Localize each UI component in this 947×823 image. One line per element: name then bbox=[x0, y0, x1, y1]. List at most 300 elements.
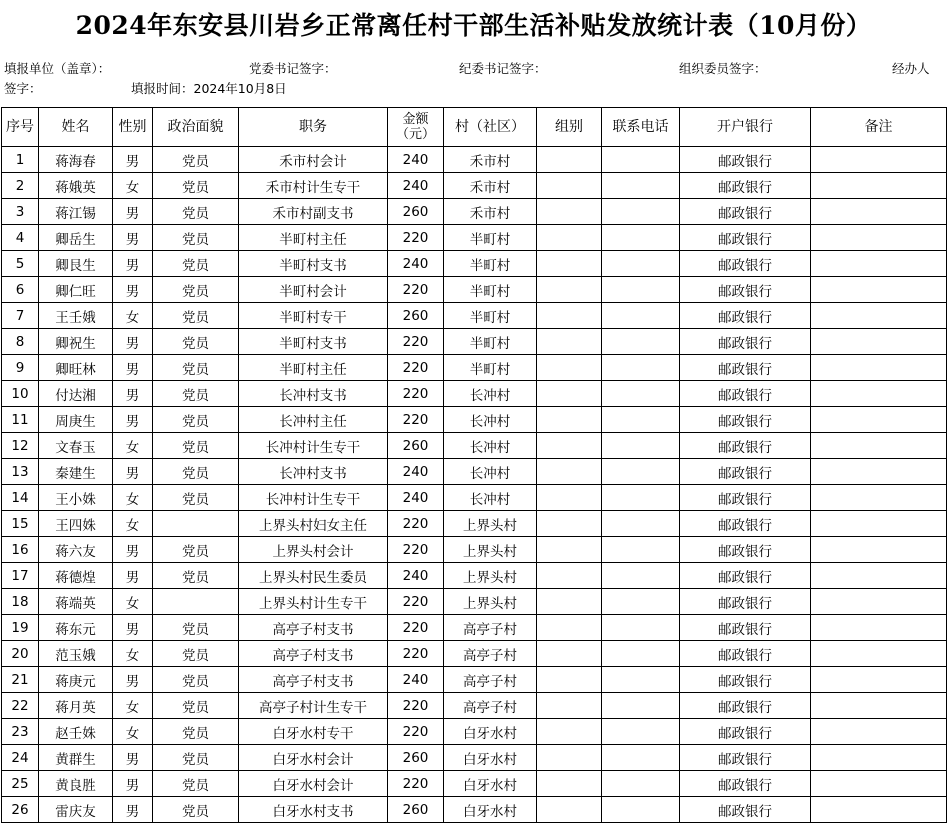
table-row bbox=[2, 537, 947, 563]
table-row bbox=[2, 615, 947, 641]
cell-phone bbox=[602, 329, 680, 355]
cell-political-status: 党员 bbox=[153, 719, 239, 745]
cell-bank: 邮政银行 bbox=[680, 667, 811, 693]
cell-position: 高亭子村支书 bbox=[239, 615, 388, 641]
cell-gender: 男 bbox=[113, 355, 153, 381]
cell-position: 上界头村会计 bbox=[239, 537, 388, 563]
party-secretary-label: 党委书记签字： bbox=[249, 61, 337, 76]
cell-position: 上界头村民生委员 bbox=[239, 563, 388, 589]
cell-remark bbox=[811, 173, 947, 199]
cell-position: 高亭子村支书 bbox=[239, 667, 388, 693]
cell-phone bbox=[602, 381, 680, 407]
cell-amount: 240 bbox=[388, 563, 444, 589]
table-row bbox=[2, 381, 947, 407]
cell-bank: 邮政银行 bbox=[680, 329, 811, 355]
cell-bank: 邮政银行 bbox=[680, 381, 811, 407]
cell-political-status: 党员 bbox=[153, 667, 239, 693]
cell-name: 文春玉 bbox=[39, 433, 113, 459]
cell-gender: 男 bbox=[113, 745, 153, 771]
cell-bank: 邮政银行 bbox=[680, 225, 811, 251]
cell-name: 卿仁旺 bbox=[39, 277, 113, 303]
cell-political-status bbox=[153, 589, 239, 615]
cell-group bbox=[537, 771, 602, 797]
table-row bbox=[2, 719, 947, 745]
cell-phone bbox=[602, 511, 680, 537]
cell-village: 上界头村 bbox=[444, 589, 537, 615]
cell-index: 16 bbox=[2, 537, 39, 563]
cell-remark bbox=[811, 615, 947, 641]
cell-name: 王小姝 bbox=[39, 485, 113, 511]
cell-group bbox=[537, 563, 602, 589]
cell-bank: 邮政银行 bbox=[680, 615, 811, 641]
cell-group bbox=[537, 537, 602, 563]
cell-remark bbox=[811, 225, 947, 251]
cell-amount: 220 bbox=[388, 277, 444, 303]
signature-line bbox=[4, 60, 944, 78]
cell-village: 半町村 bbox=[444, 303, 537, 329]
table-row bbox=[2, 485, 947, 511]
cell-remark bbox=[811, 511, 947, 537]
cell-group bbox=[537, 693, 602, 719]
cell-gender: 男 bbox=[113, 771, 153, 797]
cell-group bbox=[537, 147, 602, 173]
discipline-secretary-label: 纪委书记签字： bbox=[459, 61, 547, 76]
cell-group bbox=[537, 199, 602, 225]
cell-position: 半町村会计 bbox=[239, 277, 388, 303]
cell-amount: 220 bbox=[388, 329, 444, 355]
cell-political-status: 党员 bbox=[153, 771, 239, 797]
col-header: 备注 bbox=[811, 108, 947, 147]
cell-village: 禾市村 bbox=[444, 147, 537, 173]
cell-political-status: 党员 bbox=[153, 459, 239, 485]
cell-village: 半町村 bbox=[444, 329, 537, 355]
cell-phone bbox=[602, 719, 680, 745]
table-row bbox=[2, 173, 947, 199]
cell-amount: 260 bbox=[388, 199, 444, 225]
cell-gender: 女 bbox=[113, 511, 153, 537]
cell-remark bbox=[811, 459, 947, 485]
cell-gender: 男 bbox=[113, 537, 153, 563]
cell-amount: 220 bbox=[388, 225, 444, 251]
cell-bank: 邮政银行 bbox=[680, 407, 811, 433]
cell-remark bbox=[811, 381, 947, 407]
cell-amount: 220 bbox=[388, 589, 444, 615]
cell-name: 秦建生 bbox=[39, 459, 113, 485]
cell-amount: 260 bbox=[388, 303, 444, 329]
cell-village: 长冲村 bbox=[444, 485, 537, 511]
cell-remark bbox=[811, 199, 947, 225]
col-header: 开户银行 bbox=[680, 108, 811, 147]
table-row bbox=[2, 329, 947, 355]
cell-phone bbox=[602, 303, 680, 329]
cell-position: 长冲村支书 bbox=[239, 381, 388, 407]
cell-group bbox=[537, 615, 602, 641]
handler-label: 经办人 bbox=[892, 61, 930, 76]
cell-phone bbox=[602, 225, 680, 251]
cell-position: 半町村主任 bbox=[239, 355, 388, 381]
cell-village: 高亭子村 bbox=[444, 667, 537, 693]
cell-bank: 邮政银行 bbox=[680, 719, 811, 745]
cell-position: 半町村专干 bbox=[239, 303, 388, 329]
fill-time: 填报时间：2024年10月8日 bbox=[131, 81, 287, 96]
cell-village: 半町村 bbox=[444, 251, 537, 277]
cell-position: 禾市村计生专干 bbox=[239, 173, 388, 199]
cell-position: 高亭子村支书 bbox=[239, 641, 388, 667]
col-header: 性别 bbox=[113, 108, 153, 147]
cell-index: 7 bbox=[2, 303, 39, 329]
cell-amount: 220 bbox=[388, 693, 444, 719]
cell-gender: 女 bbox=[113, 303, 153, 329]
col-header: 序号 bbox=[2, 108, 39, 147]
cell-remark bbox=[811, 667, 947, 693]
cell-bank: 邮政银行 bbox=[680, 485, 811, 511]
table-row bbox=[2, 147, 947, 173]
cell-name: 卿艮生 bbox=[39, 251, 113, 277]
table-row bbox=[2, 225, 947, 251]
cell-group bbox=[537, 667, 602, 693]
cell-group bbox=[537, 797, 602, 823]
cell-phone bbox=[602, 459, 680, 485]
cell-phone bbox=[602, 199, 680, 225]
cell-remark bbox=[811, 745, 947, 771]
cell-remark bbox=[811, 277, 947, 303]
cell-group bbox=[537, 589, 602, 615]
cell-gender: 女 bbox=[113, 641, 153, 667]
cell-name: 范玉娥 bbox=[39, 641, 113, 667]
cell-village: 禾市村 bbox=[444, 173, 537, 199]
cell-political-status: 党员 bbox=[153, 693, 239, 719]
cell-position: 长冲村支书 bbox=[239, 459, 388, 485]
table-row bbox=[2, 355, 947, 381]
cell-political-status: 党员 bbox=[153, 199, 239, 225]
cell-amount: 220 bbox=[388, 355, 444, 381]
cell-index: 8 bbox=[2, 329, 39, 355]
cell-position: 上界头村妇女主任 bbox=[239, 511, 388, 537]
cell-index: 23 bbox=[2, 719, 39, 745]
cell-phone bbox=[602, 615, 680, 641]
cell-bank: 邮政银行 bbox=[680, 147, 811, 173]
cell-group bbox=[537, 329, 602, 355]
cell-remark bbox=[811, 797, 947, 823]
cell-amount: 220 bbox=[388, 615, 444, 641]
cell-gender: 女 bbox=[113, 433, 153, 459]
cell-group bbox=[537, 433, 602, 459]
cell-bank: 邮政银行 bbox=[680, 797, 811, 823]
table-row bbox=[2, 745, 947, 771]
cell-group bbox=[537, 459, 602, 485]
cell-index: 13 bbox=[2, 459, 39, 485]
cell-phone bbox=[602, 173, 680, 199]
cell-amount: 240 bbox=[388, 485, 444, 511]
cell-group bbox=[537, 277, 602, 303]
cell-remark bbox=[811, 693, 947, 719]
cell-remark bbox=[811, 407, 947, 433]
cell-gender: 女 bbox=[113, 589, 153, 615]
cell-village: 长冲村 bbox=[444, 433, 537, 459]
cell-gender: 男 bbox=[113, 225, 153, 251]
cell-name: 付达湘 bbox=[39, 381, 113, 407]
table-row bbox=[2, 797, 947, 823]
cell-position: 高亭子村计生专干 bbox=[239, 693, 388, 719]
cell-gender: 男 bbox=[113, 251, 153, 277]
cell-name: 王四姝 bbox=[39, 511, 113, 537]
cell-village: 禾市村 bbox=[444, 199, 537, 225]
cell-index: 14 bbox=[2, 485, 39, 511]
cell-index: 2 bbox=[2, 173, 39, 199]
table-row bbox=[2, 459, 947, 485]
cell-group bbox=[537, 407, 602, 433]
cell-position: 半町村支书 bbox=[239, 251, 388, 277]
cell-remark bbox=[811, 537, 947, 563]
organization-member-label: 组织委员签字： bbox=[679, 61, 767, 76]
cell-gender: 男 bbox=[113, 459, 153, 485]
cell-remark bbox=[811, 147, 947, 173]
cell-political-status: 党员 bbox=[153, 147, 239, 173]
cell-political-status: 党员 bbox=[153, 381, 239, 407]
cell-name: 蒋月英 bbox=[39, 693, 113, 719]
cell-village: 半町村 bbox=[444, 225, 537, 251]
cell-index: 5 bbox=[2, 251, 39, 277]
cell-phone bbox=[602, 277, 680, 303]
cell-bank: 邮政银行 bbox=[680, 433, 811, 459]
cell-amount: 260 bbox=[388, 797, 444, 823]
cell-group bbox=[537, 225, 602, 251]
col-header: 政治面貌 bbox=[153, 108, 239, 147]
cell-bank: 邮政银行 bbox=[680, 589, 811, 615]
cell-group bbox=[537, 745, 602, 771]
cell-index: 20 bbox=[2, 641, 39, 667]
cell-phone bbox=[602, 667, 680, 693]
cell-political-status: 党员 bbox=[153, 563, 239, 589]
cell-remark bbox=[811, 355, 947, 381]
cell-phone bbox=[602, 537, 680, 563]
subsidy-table bbox=[1, 107, 947, 823]
cell-phone bbox=[602, 641, 680, 667]
cell-political-status bbox=[153, 511, 239, 537]
col-header: 职务 bbox=[239, 108, 388, 147]
cell-remark bbox=[811, 329, 947, 355]
table-row bbox=[2, 511, 947, 537]
page-title: 2024年东安县川岩乡正常离任村干部生活补贴发放统计表（10月份） bbox=[75, 11, 872, 40]
cell-gender: 男 bbox=[113, 563, 153, 589]
cell-name: 蒋东元 bbox=[39, 615, 113, 641]
cell-name: 蒋德煌 bbox=[39, 563, 113, 589]
cell-village: 长冲村 bbox=[444, 459, 537, 485]
cell-amount: 240 bbox=[388, 667, 444, 693]
cell-gender: 男 bbox=[113, 147, 153, 173]
table-row bbox=[2, 277, 947, 303]
fill-time-line bbox=[4, 80, 944, 98]
cell-amount: 220 bbox=[388, 537, 444, 563]
cell-political-status: 党员 bbox=[153, 537, 239, 563]
table-row bbox=[2, 641, 947, 667]
cell-amount: 240 bbox=[388, 459, 444, 485]
cell-gender: 男 bbox=[113, 797, 153, 823]
cell-amount: 260 bbox=[388, 745, 444, 771]
cell-group bbox=[537, 303, 602, 329]
cell-bank: 邮政银行 bbox=[680, 355, 811, 381]
cell-bank: 邮政银行 bbox=[680, 199, 811, 225]
cell-village: 白牙水村 bbox=[444, 719, 537, 745]
cell-position: 禾市村会计 bbox=[239, 147, 388, 173]
cell-bank: 邮政银行 bbox=[680, 563, 811, 589]
table-row bbox=[2, 693, 947, 719]
cell-village: 长冲村 bbox=[444, 381, 537, 407]
cell-name: 蒋端英 bbox=[39, 589, 113, 615]
cell-amount: 220 bbox=[388, 407, 444, 433]
col-header: 村（社区） bbox=[444, 108, 537, 147]
cell-remark bbox=[811, 433, 947, 459]
cell-amount: 220 bbox=[388, 381, 444, 407]
cell-name: 周庚生 bbox=[39, 407, 113, 433]
handler-sign-label: 签字： bbox=[4, 81, 42, 96]
cell-group bbox=[537, 641, 602, 667]
cell-amount: 260 bbox=[388, 433, 444, 459]
cell-group bbox=[537, 355, 602, 381]
cell-political-status: 党员 bbox=[153, 797, 239, 823]
cell-remark bbox=[811, 641, 947, 667]
cell-village: 半町村 bbox=[444, 277, 537, 303]
cell-index: 4 bbox=[2, 225, 39, 251]
cell-position: 白牙水村支书 bbox=[239, 797, 388, 823]
cell-amount: 240 bbox=[388, 147, 444, 173]
cell-index: 6 bbox=[2, 277, 39, 303]
cell-index: 3 bbox=[2, 199, 39, 225]
cell-phone bbox=[602, 407, 680, 433]
cell-bank: 邮政银行 bbox=[680, 537, 811, 563]
cell-gender: 女 bbox=[113, 485, 153, 511]
cell-political-status: 党员 bbox=[153, 225, 239, 251]
cell-position: 半町村主任 bbox=[239, 225, 388, 251]
cell-village: 高亭子村 bbox=[444, 693, 537, 719]
table-row bbox=[2, 199, 947, 225]
cell-gender: 男 bbox=[113, 277, 153, 303]
cell-name: 蒋庚元 bbox=[39, 667, 113, 693]
col-header: 金额（元） bbox=[388, 108, 444, 147]
table-row bbox=[2, 303, 947, 329]
cell-position: 长冲村计生专干 bbox=[239, 485, 388, 511]
cell-amount: 220 bbox=[388, 771, 444, 797]
cell-gender: 男 bbox=[113, 615, 153, 641]
cell-bank: 邮政银行 bbox=[680, 641, 811, 667]
table-row bbox=[2, 407, 947, 433]
cell-phone bbox=[602, 797, 680, 823]
cell-group bbox=[537, 719, 602, 745]
cell-bank: 邮政银行 bbox=[680, 251, 811, 277]
cell-political-status: 党员 bbox=[153, 173, 239, 199]
cell-village: 上界头村 bbox=[444, 537, 537, 563]
cell-amount: 240 bbox=[388, 251, 444, 277]
cell-amount: 240 bbox=[388, 173, 444, 199]
cell-index: 21 bbox=[2, 667, 39, 693]
col-header: 联系电话 bbox=[602, 108, 680, 147]
table-header-row bbox=[2, 108, 947, 147]
cell-index: 12 bbox=[2, 433, 39, 459]
cell-group bbox=[537, 173, 602, 199]
cell-bank: 邮政银行 bbox=[680, 303, 811, 329]
cell-political-status: 党员 bbox=[153, 745, 239, 771]
cell-gender: 女 bbox=[113, 173, 153, 199]
cell-group bbox=[537, 511, 602, 537]
cell-phone bbox=[602, 563, 680, 589]
cell-remark bbox=[811, 303, 947, 329]
cell-phone bbox=[602, 589, 680, 615]
cell-village: 高亭子村 bbox=[444, 641, 537, 667]
cell-index: 10 bbox=[2, 381, 39, 407]
cell-index: 17 bbox=[2, 563, 39, 589]
cell-bank: 邮政银行 bbox=[680, 277, 811, 303]
cell-name: 蒋六友 bbox=[39, 537, 113, 563]
cell-position: 禾市村副支书 bbox=[239, 199, 388, 225]
cell-bank: 邮政银行 bbox=[680, 459, 811, 485]
cell-political-status: 党员 bbox=[153, 407, 239, 433]
cell-village: 上界头村 bbox=[444, 563, 537, 589]
cell-phone bbox=[602, 251, 680, 277]
cell-position: 上界头村计生专干 bbox=[239, 589, 388, 615]
cell-village: 长冲村 bbox=[444, 407, 537, 433]
cell-group bbox=[537, 251, 602, 277]
cell-phone bbox=[602, 745, 680, 771]
cell-index: 15 bbox=[2, 511, 39, 537]
cell-position: 白牙水村会计 bbox=[239, 771, 388, 797]
cell-gender: 男 bbox=[113, 329, 153, 355]
cell-political-status: 党员 bbox=[153, 433, 239, 459]
table-row bbox=[2, 589, 947, 615]
cell-bank: 邮政银行 bbox=[680, 745, 811, 771]
cell-gender: 男 bbox=[113, 199, 153, 225]
cell-name: 蒋海春 bbox=[39, 147, 113, 173]
cell-political-status: 党员 bbox=[153, 615, 239, 641]
cell-name: 雷庆友 bbox=[39, 797, 113, 823]
cell-phone bbox=[602, 693, 680, 719]
table-row bbox=[2, 771, 947, 797]
table-body bbox=[2, 147, 947, 823]
col-header: 组别 bbox=[537, 108, 602, 147]
cell-name: 卿祝生 bbox=[39, 329, 113, 355]
cell-political-status: 党员 bbox=[153, 355, 239, 381]
cell-amount: 220 bbox=[388, 719, 444, 745]
cell-political-status: 党员 bbox=[153, 277, 239, 303]
cell-bank: 邮政银行 bbox=[680, 173, 811, 199]
cell-name: 蒋江锡 bbox=[39, 199, 113, 225]
cell-position: 长冲村主任 bbox=[239, 407, 388, 433]
cell-village: 上界头村 bbox=[444, 511, 537, 537]
cell-political-status: 党员 bbox=[153, 485, 239, 511]
table-row bbox=[2, 433, 947, 459]
cell-remark bbox=[811, 719, 947, 745]
table-row bbox=[2, 563, 947, 589]
col-header: 姓名 bbox=[39, 108, 113, 147]
cell-position: 白牙水村会计 bbox=[239, 745, 388, 771]
cell-village: 半町村 bbox=[444, 355, 537, 381]
cell-name: 卿旺林 bbox=[39, 355, 113, 381]
cell-name: 卿岳生 bbox=[39, 225, 113, 251]
cell-village: 白牙水村 bbox=[444, 745, 537, 771]
cell-group bbox=[537, 381, 602, 407]
cell-position: 白牙水村专干 bbox=[239, 719, 388, 745]
cell-political-status: 党员 bbox=[153, 641, 239, 667]
table-row bbox=[2, 251, 947, 277]
cell-index: 9 bbox=[2, 355, 39, 381]
cell-village: 高亭子村 bbox=[444, 615, 537, 641]
cell-phone bbox=[602, 771, 680, 797]
cell-name: 赵壬姝 bbox=[39, 719, 113, 745]
cell-position: 半町村支书 bbox=[239, 329, 388, 355]
cell-village: 白牙水村 bbox=[444, 771, 537, 797]
cell-bank: 邮政银行 bbox=[680, 693, 811, 719]
cell-index: 26 bbox=[2, 797, 39, 823]
cell-amount: 220 bbox=[388, 641, 444, 667]
